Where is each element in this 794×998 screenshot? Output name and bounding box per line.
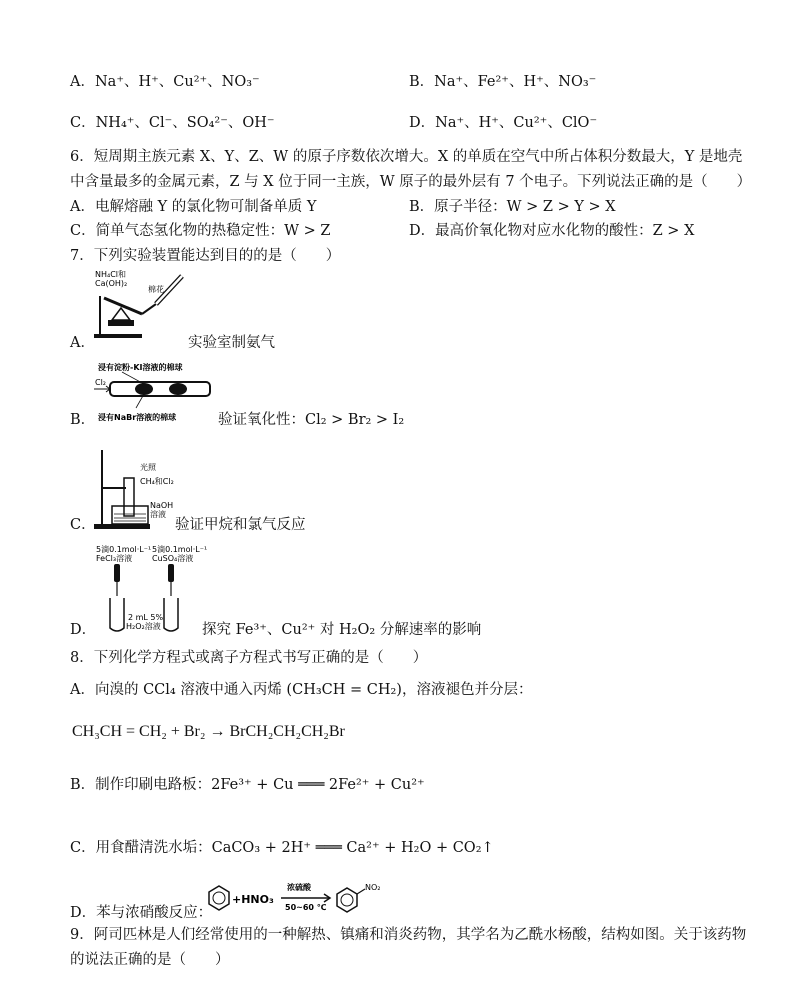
q7c-label-light: 光照 (140, 463, 156, 472)
q7-option-d-letter: D． (70, 622, 97, 638)
q7a-label-reagent2: Ca(OH)₂ (95, 279, 128, 288)
q8-stem: 8．下列化学方程式或离子方程式书写正确的是（ ） (70, 650, 428, 666)
q6-option-d: D．最高价氧化物对应水化物的酸性：Z > X (409, 223, 695, 239)
q7-option-a-letter: A． (70, 335, 95, 351)
q7d-label-right1: 5滴0.1mol·L⁻¹ (152, 545, 208, 554)
q7c-methane-figure (90, 448, 180, 532)
benzene-ring-icon (209, 886, 229, 910)
q7-option-b-letter: B． (70, 412, 96, 428)
q8d-product: NO₂ (365, 883, 381, 892)
q7-option-b-caption: 验证氧化性：Cl₂ > Br₂ > I₂ (218, 412, 405, 428)
q7d-testtubes-figure (92, 544, 208, 634)
q5-option-b: B．Na⁺、Fe²⁺、H⁺、NO₃⁻ (409, 74, 597, 90)
q6-option-b: B．原子半径：W > Z > Y > X (409, 199, 616, 215)
q7c-label-gas: CH₄和Cl₂ (140, 477, 174, 486)
q7c-label-naoh: NaOH (150, 501, 174, 510)
q7-stem: 7．下列实验装置能达到目的的是（ ） (70, 248, 341, 264)
q8-option-a-text: A．向溴的 CCl₄ 溶液中通入丙烯 (CH₃CH = CH₂)，溶液褪色并分层： (70, 682, 533, 698)
q7b-label-gas: Cl₂ (95, 378, 107, 387)
q8d-reagent: +HNO₃ (232, 893, 274, 906)
q9-stem-line2: 的说法正确的是（ ） (70, 952, 230, 968)
q7d-label-left2: FeCl₃溶液 (96, 554, 133, 563)
q6-option-a: A．电解熔融 Y 的氯化物可制备单质 Y (70, 199, 317, 215)
q7d-label-bottom2: H₂O₂溶液 (126, 622, 161, 631)
q7-option-c-letter: C． (70, 517, 96, 533)
q7d-label-right2: CuSO₄溶液 (152, 554, 194, 563)
q8-option-d-text: D．苯与浓硝酸反应： (70, 905, 213, 921)
q5-option-d: D．Na⁺、H⁺、Cu²⁺、ClO⁻ (409, 115, 598, 131)
q7d-label-left1: 5滴0.1mol·L⁻¹ (96, 545, 152, 554)
q7a-apparatus-figure (90, 268, 190, 340)
q6-stem-line1: 6．短周期主族元素 X、Y、Z、W 的原子序数依次增大。X 的单质在空气中所占体积分数最大，Y 是地壳 (70, 149, 743, 165)
q8-option-c: C．用食醋清洗水垢：CaCO₃ + 2H⁺ ═══ Ca²⁺ + H₂O + CO₂↑ (70, 840, 494, 856)
q6-stem-line2: 中含量最多的金属元素，Z 与 X 位于同一主族，W 原子的最外层有 7 个电子。下列说法正确的是（ ） (70, 174, 752, 190)
q8-option-b: B．制作印刷电路板：2Fe³⁺ + Cu ═══ 2Fe²⁺ + Cu²⁺ (70, 777, 425, 793)
q7c-label-solution: 溶液 (150, 510, 166, 519)
q8-option-a-equation: CH₃CH = CH₂ + Br₂ → BrCH₂CH₂CH₂Br (72, 723, 345, 740)
q7-option-c-caption: 验证甲烷和氯气反应 (175, 517, 306, 533)
q6-option-c: C．简单气态氢化物的热稳定性：W > Z (70, 223, 331, 239)
q7b-label-bottom: 浸有NaBr溶液的棉球 (98, 413, 177, 422)
q7b-label-top: 浸有淀粉-KI溶液的棉球 (98, 363, 183, 372)
q8d-condition-bottom: 50~60 ℃ (285, 903, 327, 912)
q7-option-a-caption: 实验室制氨气 (188, 335, 275, 351)
q7a-label-cotton: 棉花 (148, 285, 164, 294)
nitrobenzene-ring-icon (337, 888, 357, 912)
q9-stem-line1: 9．阿司匹林是人们经常使用的一种解热、镇痛和消炎药物，其学名为乙酰水杨酸，结构如图。关于该药物 (70, 927, 747, 943)
q5-option-c: C．NH₄⁺、Cl⁻、SO₄²⁻、OH⁻ (70, 115, 275, 131)
q7-option-d-caption: 探究 Fe³⁺、Cu²⁺ 对 H₂O₂ 分解速率的影响 (202, 622, 482, 638)
q7b-tube-figure (92, 360, 222, 426)
q8d-nitration-figure (205, 878, 405, 918)
q5-option-a: A．Na⁺、H⁺、Cu²⁺、NO₃⁻ (70, 74, 260, 90)
q8d-condition-top: 浓硫酸 (287, 883, 311, 892)
q7a-label-reagent1: NH₄Cl和 (95, 270, 127, 279)
q7d-label-bottom1: 2 mL 5% (128, 613, 164, 622)
